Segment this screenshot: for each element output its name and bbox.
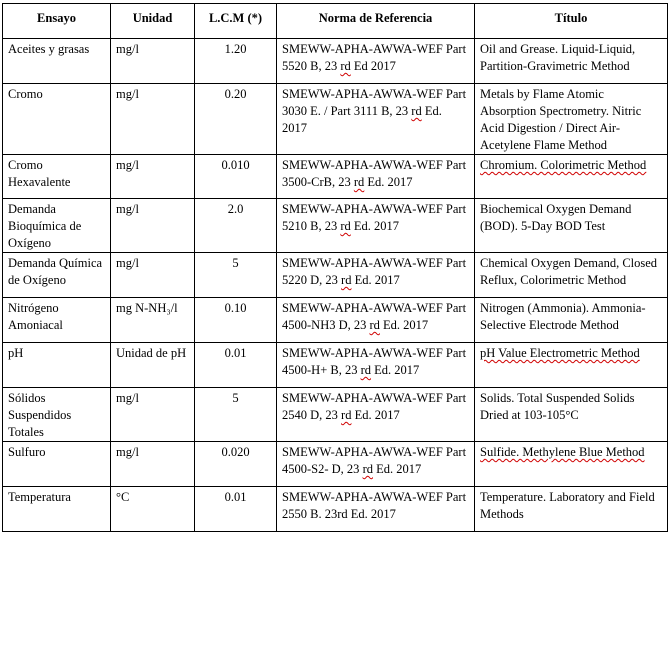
norma-mark: rd (360, 363, 371, 377)
cell-lcm: 2.0 (195, 199, 277, 253)
norma-mark: rd (362, 462, 373, 476)
cell-ensayo: Temperatura (3, 487, 111, 532)
cell-lcm: 5 (195, 253, 277, 298)
table-row (3, 253, 668, 298)
titulo-text: Solids. Total Suspended Solids Dried at 103-105°C (480, 391, 635, 422)
table-row (3, 298, 668, 343)
cell-lcm: 1.20 (195, 39, 277, 84)
norma-pre: SMEWW-APHA-AWWA-WEF Part 5210 B, 23 (282, 202, 467, 233)
norma-post: Ed. 2017 (282, 104, 442, 135)
norma-pre: SMEWW-APHA-AWWA-WEF Part 2550 B. 23rd Ed. 2017 (282, 490, 467, 521)
cell-unidad: mg/l (111, 388, 195, 442)
norma-post: Ed. 2017 (372, 462, 422, 476)
cell-lcm: 0.010 (195, 155, 277, 199)
norma-pre: SMEWW-APHA-AWWA-WEF Part 3030 E. / Part 3111 B, 23 (282, 87, 467, 118)
titulo-text-spellmarked: pH Value Electrometric Method (480, 346, 640, 360)
norma-pre: SMEWW-APHA-AWWA-WEF Part 5520 B, 23 (282, 42, 467, 73)
norma-post: Ed. 2017 (379, 318, 429, 332)
cell-titulo (475, 388, 668, 442)
norma-mark: rd (341, 273, 352, 287)
cell-lcm: 0.020 (195, 442, 277, 487)
norma-mark: rd (340, 59, 351, 73)
cell-lcm: 0.01 (195, 343, 277, 388)
titulo-text: Nitrogen (Ammonia). Ammonia-Selective Electrode Method (480, 301, 646, 332)
norma-pre: SMEWW-APHA-AWWA-WEF Part 5220 D, 23 (282, 256, 467, 287)
cell-norma (277, 253, 475, 298)
cell-norma (277, 442, 475, 487)
cell-unidad: Unidad de pH (111, 343, 195, 388)
cell-titulo (475, 199, 668, 253)
norma-mark: rd (411, 104, 422, 118)
header-lcm: L.C.M (*) (195, 4, 277, 39)
norma-pre: SMEWW-APHA-AWWA-WEF Part 4500-S2- D, 23 (282, 445, 467, 476)
cell-ensayo: Cromo (3, 84, 111, 155)
header-row (3, 4, 668, 39)
cell-ensayo: Aceites y grasas (3, 39, 111, 84)
norma-pre: SMEWW-APHA-AWWA-WEF Part 3500-CrB, 23 (282, 158, 467, 189)
titulo-text-spellmarked: Sulfide. Methylene Blue Method (480, 445, 645, 459)
norma-post: Ed. 2017 (351, 408, 400, 422)
cell-titulo (475, 442, 668, 487)
cell-ensayo: Sólidos Suspendidos Totales (3, 388, 111, 442)
cell-ensayo: Sulfuro (3, 442, 111, 487)
norma-pre: SMEWW-APHA-AWWA-WEF Part 2540 D, 23 (282, 391, 467, 422)
header-unidad: Unidad (111, 4, 195, 39)
titulo-text: Temperature. Laboratory and Field Methods (480, 490, 655, 521)
titulo-text: Biochemical Oxygen Demand (BOD). 5-Day BOD Test (480, 202, 632, 233)
cell-ensayo: Demanda Bioquímica de Oxígeno (3, 199, 111, 253)
cell-unidad: mg/l (111, 39, 195, 84)
table-row (3, 442, 668, 487)
cell-norma (277, 39, 475, 84)
norma-post: Ed 2017 (350, 59, 396, 73)
norma-pre: SMEWW-APHA-AWWA-WEF Part 4500-NH3 D, 23 (282, 301, 467, 332)
norma-post: Ed. 2017 (371, 363, 420, 377)
table-row (3, 199, 668, 253)
cell-lcm: 0.01 (195, 487, 277, 532)
cell-ensayo: pH (3, 343, 111, 388)
cell-ensayo: Cromo Hexavalente (3, 155, 111, 199)
cell-titulo (475, 298, 668, 343)
cell-lcm: 0.20 (195, 84, 277, 155)
table-row (3, 84, 668, 155)
titulo-text: Oil and Grease. Liquid-Liquid, Partition-Gravimetric Method (480, 42, 636, 73)
table-row (3, 487, 668, 532)
cell-unidad: mg/l (111, 253, 195, 298)
titulo-text-spellmarked: Chromium. Colorimetric Method (480, 158, 647, 172)
cell-unidad: mg/l (111, 199, 195, 253)
cell-lcm: 0.10 (195, 298, 277, 343)
norma-mark: rd (340, 219, 351, 233)
header-titulo: Título (475, 4, 668, 39)
cell-ensayo: Demanda Química de Oxígeno (3, 253, 111, 298)
cell-unidad: mg/l (111, 84, 195, 155)
cell-lcm: 5 (195, 388, 277, 442)
norma-mark: rd (353, 175, 365, 189)
cell-ensayo: Nitrógeno Amoniacal (3, 298, 111, 343)
titulo-text: Chemical Oxygen Demand, Closed Reflux, Colorimetric Method (480, 256, 658, 287)
cell-titulo (475, 487, 668, 532)
norma-mark: rd (369, 318, 380, 332)
titulo-text: Metals by Flame Atomic Absorption Spectrometry. Nitric Acid Digestion / Direct Air-Acetylene Flame Method (480, 87, 642, 152)
table-row (3, 388, 668, 442)
cell-unidad: °C (111, 487, 195, 532)
cell-norma (277, 487, 475, 532)
table-row (3, 39, 668, 84)
cell-norma (277, 199, 475, 253)
cell-norma (277, 84, 475, 155)
methods-table (2, 3, 668, 532)
norma-mark: rd (341, 408, 352, 422)
cell-norma (277, 343, 475, 388)
table-body (3, 39, 668, 532)
cell-unidad: mg N-NH₃/l (111, 298, 195, 343)
header-norma: Norma de Referencia (277, 4, 475, 39)
cell-norma (277, 155, 475, 199)
cell-titulo (475, 155, 668, 199)
cell-titulo (475, 39, 668, 84)
norma-post: Ed. 2017 (350, 219, 400, 233)
cell-norma (277, 388, 475, 442)
table-row (3, 343, 668, 388)
norma-post: Ed. 2017 (351, 273, 400, 287)
norma-post: Ed. 2017 (364, 175, 413, 189)
header-ensayo: Ensayo (3, 4, 111, 39)
cell-unidad: mg/l (111, 442, 195, 487)
table-row (3, 155, 668, 199)
cell-titulo (475, 343, 668, 388)
norma-pre: SMEWW-APHA-AWWA-WEF Part 4500-H+ B, 23 (282, 346, 467, 377)
cell-titulo (475, 84, 668, 155)
cell-unidad: mg/l (111, 155, 195, 199)
cell-titulo (475, 253, 668, 298)
cell-norma (277, 298, 475, 343)
